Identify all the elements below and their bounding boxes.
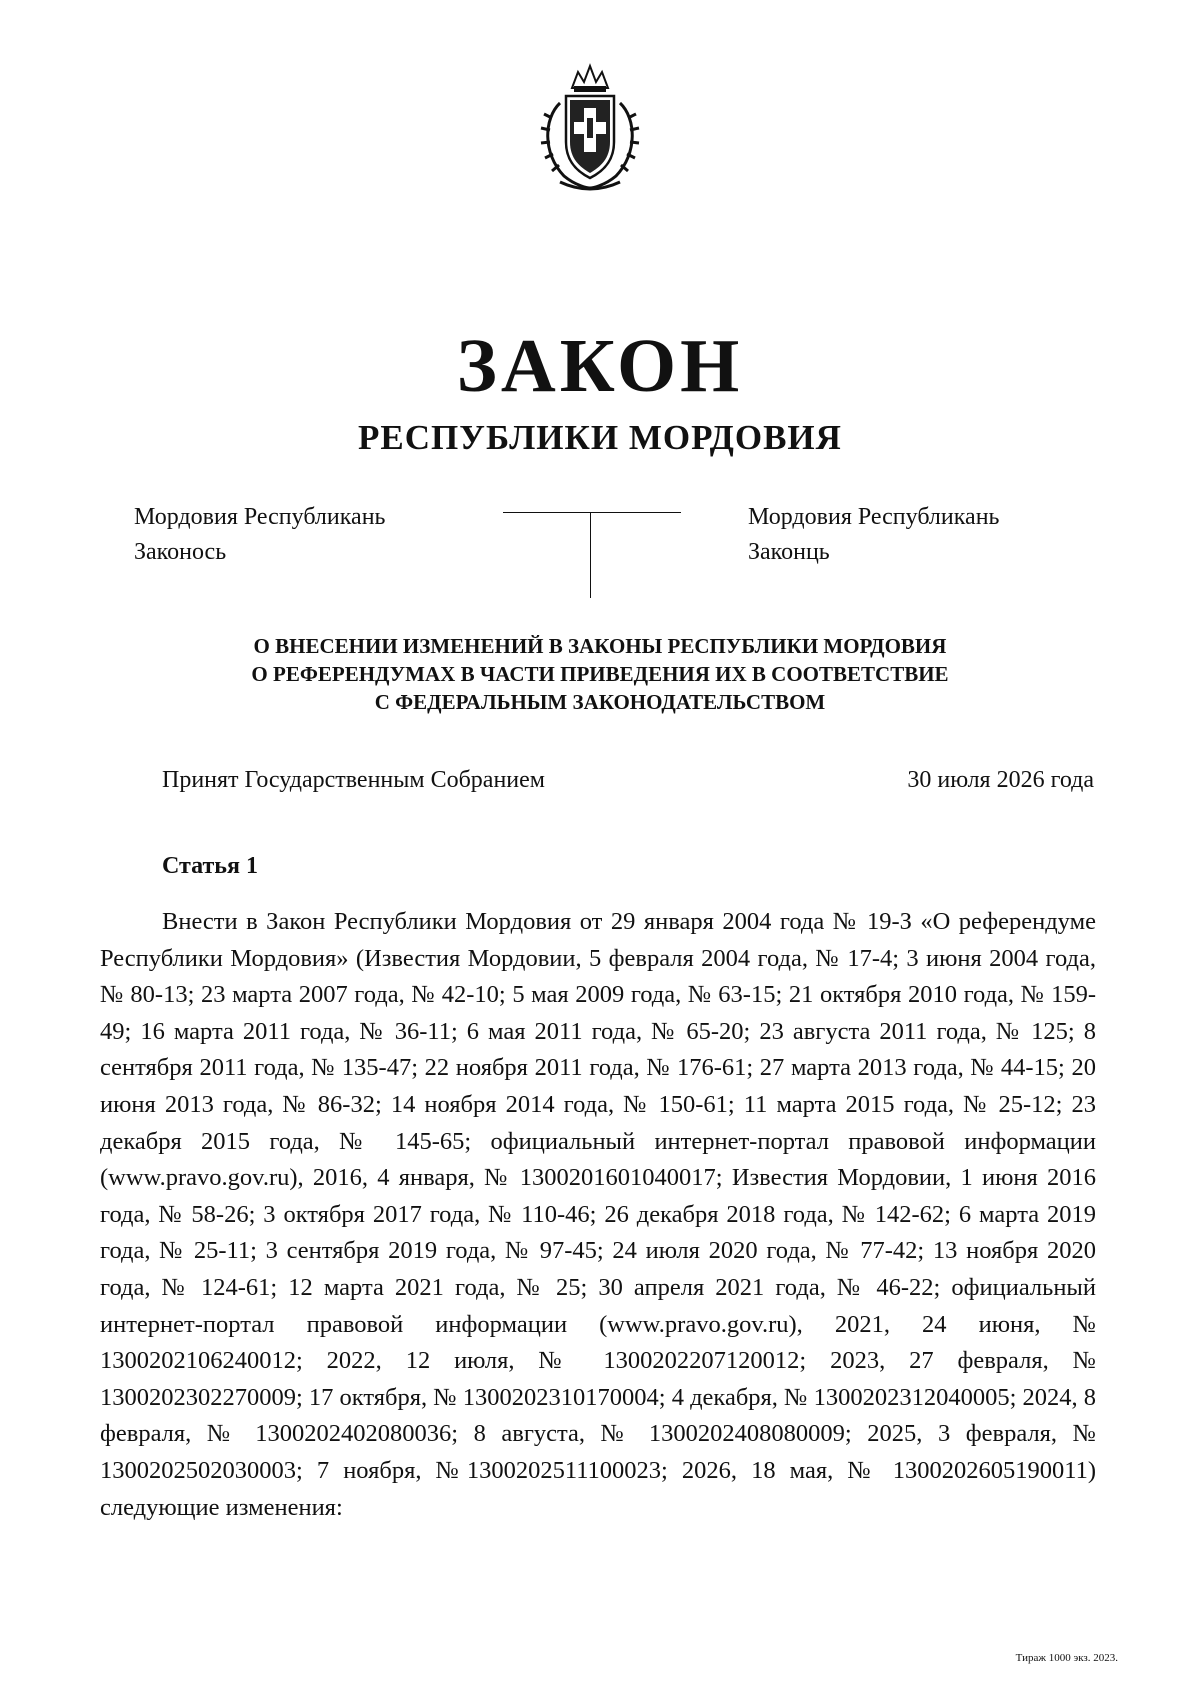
document-subtitle: РЕСПУБЛИКИ МОРДОВИЯ	[358, 418, 842, 457]
law-heading-line-1: О ВНЕСЕНИИ ИЗМЕНЕНИЙ В ЗАКОНЫ РЕСПУБЛИКИ МОРДОВИЯ	[253, 634, 947, 658]
law-heading	[0, 632, 1200, 716]
coat-of-arms-icon	[530, 58, 650, 198]
erzya-title-line-1: Мордовия Республикань	[748, 504, 1000, 530]
header-divider-vertical	[590, 512, 591, 598]
law-heading-line-3: С ФЕДЕРАЛЬНЫМ ЗАКОНОДАТЕЛЬСТВОМ	[374, 690, 826, 714]
erzya-title-line-2: Законць	[748, 539, 830, 565]
print-run-note: Тираж 1000 экз. 2023.	[1015, 1652, 1118, 1664]
article-1-title: Статья 1	[162, 853, 258, 879]
header-divider-horizontal	[503, 512, 681, 513]
erzya-title	[748, 500, 999, 570]
moksha-title-line-1: Мордовия Республикань	[134, 504, 386, 530]
adopted-label: Принят Государственным Собранием	[162, 767, 545, 793]
law-heading-line-2: О РЕФЕРЕНДУМАХ В ЧАСТИ ПРИВЕДЕНИЯ ИХ В СООТВЕТСТВИЕ	[251, 662, 949, 686]
moksha-title-line-2: Законось	[134, 539, 227, 565]
adopted-date: 30 июля 2026 года	[907, 767, 1094, 793]
article-1-text: Внести в Закон Республики Мордовия от 29 января 2004 года № 19-З «О референдуме Республики Мордовия» (Известия Мордовии, 5 февраля 2004 года, № 17-4; 3 июня 2004 года, № 80-13; 23 марта 2007 года, № 42-10; 5 мая 2009 года, № 63-15; 21 октября 2010 года, № 159-49; 16 марта 2011 года, № 36-11; 6 мая 2011 года, № 65-20; 23 августа 2011 года, № 125; 8 сентября 2011 года, № 135-47; 22 ноября 2011 года, № 176-61; 27 марта 2013 года, № 44-15; 20 июня 2013 года, № 86-32; 14 ноября 2014 года, № 150-61; 11 марта 2015 года, № 25-12; 23 декабря 2015 года, № 145-65; официальный интернет-портал правовой информации (www.pravo.gov.ru), 2016, 4 января, № 1300201601040017; Известия Мордовии, 1 июня 2016 года, № 58-26; 3 октября 2017 года, № 110-46; 26 декабря 2018 года, № 142-62; 6 марта 2019 года, № 25-11; 3 сентября 2019 года, № 97-45; 24 июля 2020 года, № 77-42; 13 ноября 2020 года, № 124-61; 12 марта 2021 года, № 25; 30 апреля 2021 года, № 46-22; официальный интернет-портал правовой информации (www.pravo.gov.ru), 2021, 24 июня, № 1300202106240012; 2022, 12 июля, № 1300202207120012; 2023, 27 февраля, № 1300202302270009; 17 октября, № 1300202310170004; 4 декабря, № 1300202312040005; 2024, 8 февраля, № 1300202402080036; 8 августа, № 1300202408080009; 2025, 3 февраля, № 1300202502030003; 7 ноября, №1300202511100023; 2026, 18 мая, № 1300202605190011) следующие изменения:	[100, 908, 1096, 1521]
document-title: ЗАКОН	[456, 324, 744, 408]
moksha-title	[134, 500, 385, 570]
